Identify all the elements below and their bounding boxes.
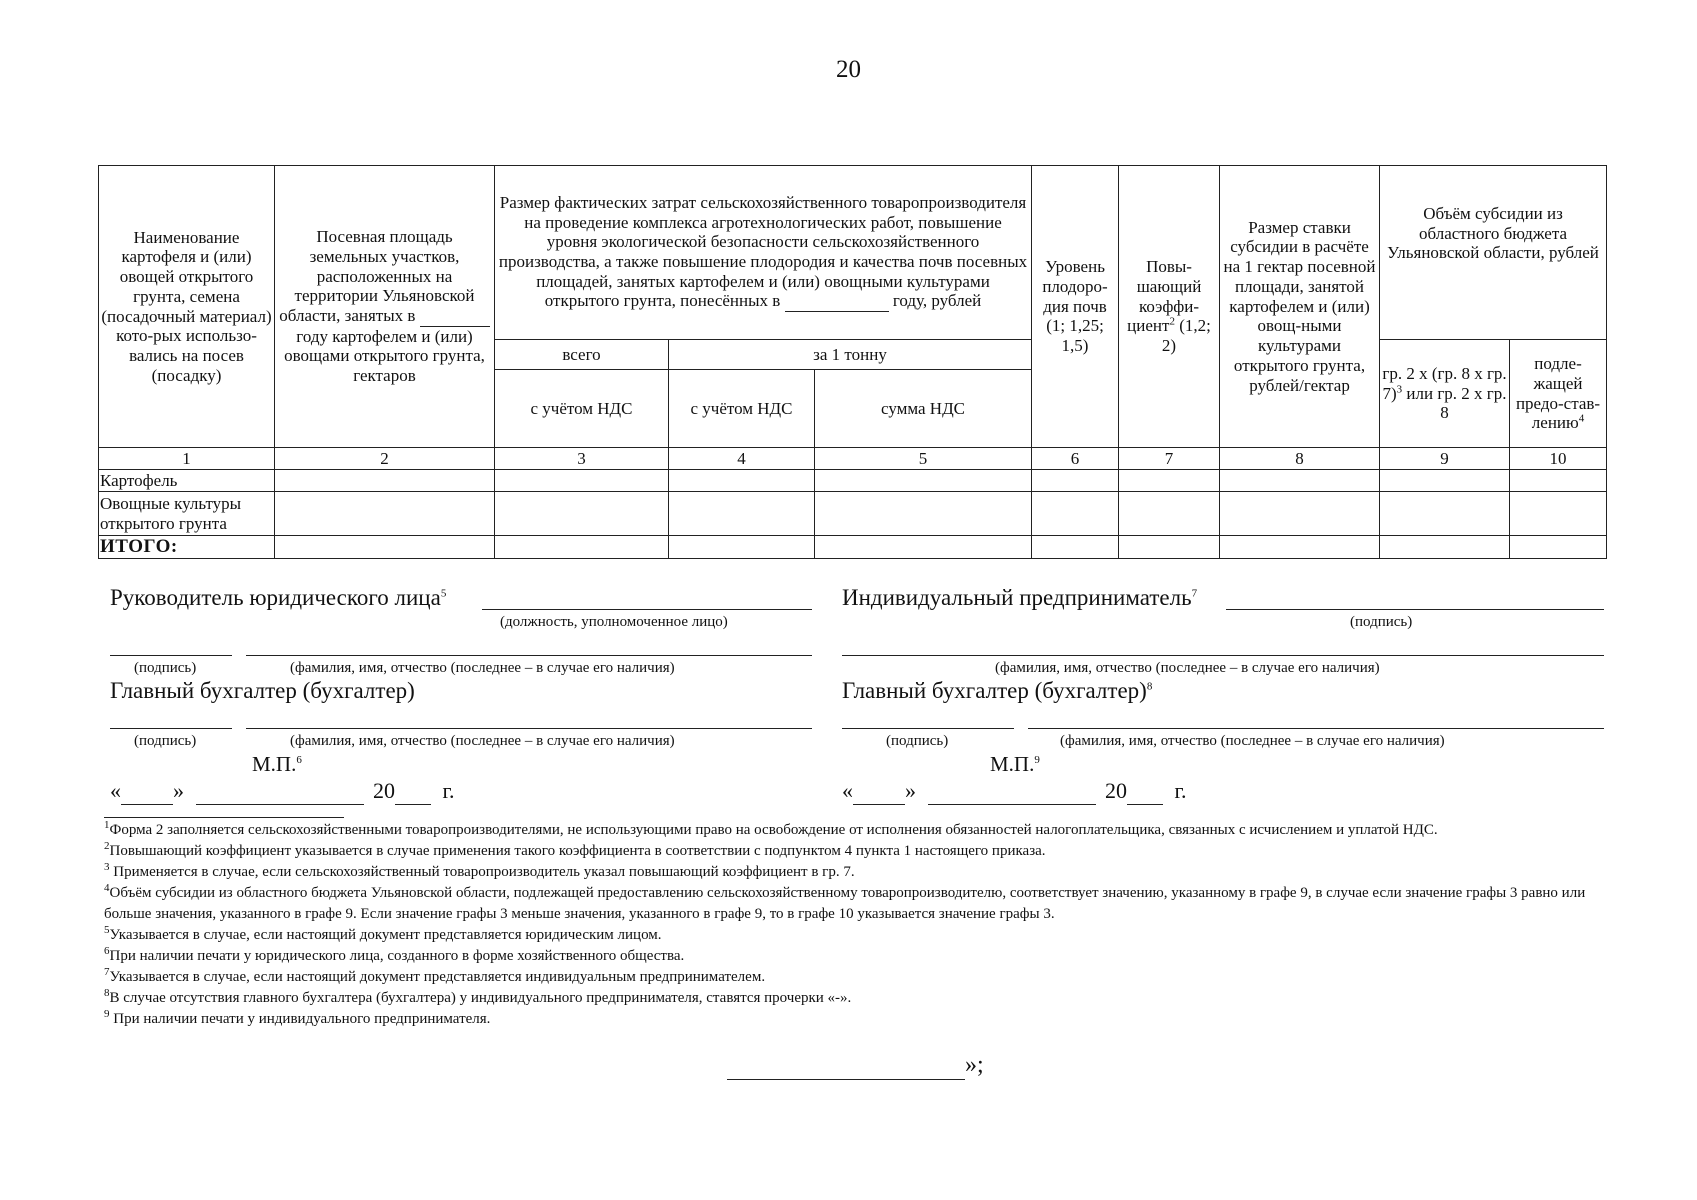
table-cell — [275, 536, 495, 559]
footnote — [104, 820, 1614, 841]
position-caption: (должность, уполномоченное лицо) — [500, 614, 728, 630]
year-blank-col-2 — [420, 306, 490, 327]
table-cell — [1510, 492, 1607, 536]
date-year-prefix: 20 — [1105, 778, 1127, 803]
footnote-number: 5 — [104, 924, 110, 936]
header-col-2-year: году — [296, 326, 328, 346]
entrepreneur-signature-caption: (подпись) — [1350, 614, 1413, 630]
column-number: 4 — [669, 448, 815, 470]
footnote-text: Указывается в случае, если настоящий документ представляется индивидуальным предпринимателем. — [109, 969, 766, 985]
header-costs-group — [495, 166, 1032, 340]
table-cell — [1220, 470, 1380, 492]
table-cell — [495, 470, 669, 492]
table-cell — [1220, 492, 1380, 536]
table-cell — [1380, 470, 1510, 492]
header-col-2 — [275, 166, 495, 448]
day-blank[interactable] — [121, 778, 173, 805]
header-col-9-text: гр. 2 х (гр. 8 х гр. 7) — [1382, 363, 1507, 403]
table-cell — [1220, 536, 1380, 559]
closing-mark — [727, 1052, 984, 1080]
footnote-number: 1 — [104, 819, 110, 831]
footnote — [104, 946, 1614, 967]
header-col-8: Размер ставки субсидии в расчёте на 1 гектар посевной площади, занятой картофелем и (или) овощ-ными культурами открытого грунта, рублей/гектар — [1220, 166, 1380, 448]
left-accountant-title: Главный бухгалтер (бухгалтер) — [110, 678, 415, 703]
page-number: 20 — [836, 56, 861, 83]
header-col-10 — [1510, 340, 1607, 448]
month-blank[interactable] — [928, 778, 1096, 805]
entrepreneur-name-line[interactable] — [842, 655, 1604, 656]
entrepreneur-name-caption: (фамилия, имя, отчество (последнее – в случае его наличия) — [995, 660, 1380, 676]
date-year-suffix: г. — [442, 778, 455, 803]
entrepreneur-title — [842, 585, 1197, 611]
right-accountant-name-line[interactable] — [1028, 728, 1604, 729]
footnote-text: Объём субсидии из областного бюджета Ульяновской области, подлежащей предоставлению сельскохозяйственному товаропроизводителю, соответствует значению, указанному в графе 9, в случае если значение графы 3 равно или больше значения, указанного в графе 9. Если значение графы 3 меньше значения, указанного в графе 9, то в графе 10 указывается значение графы 3. — [104, 885, 1586, 922]
footnote-ref-6: 6 — [296, 754, 302, 766]
footnote-number: 6 — [104, 945, 110, 957]
footnote-text: Применяется в случае, если сельскохозяйственный товаропроизводитель указал повышающий коэффициент в гр. 7. — [109, 864, 855, 880]
footnote-separator — [104, 817, 344, 818]
table-cell — [1119, 470, 1220, 492]
column-number: 6 — [1032, 448, 1119, 470]
footnote-number: 8 — [104, 987, 110, 999]
entrepreneur-title-text: Индивидуальный предприниматель — [842, 585, 1192, 610]
column-number: 5 — [815, 448, 1032, 470]
right-stamp-text: М.П. — [990, 752, 1035, 776]
table-cell — [1032, 492, 1119, 536]
footnote-text: Повышающий коэффициент указывается в случае применения такого коэффициента в соответствии с подпунктом 4 пункта 1 настоящего приказа. — [109, 843, 1046, 859]
column-number: 1 — [99, 448, 275, 470]
year-blank[interactable] — [1127, 778, 1163, 805]
footnote — [104, 883, 1614, 925]
table-cell — [1510, 470, 1607, 492]
table-cell — [815, 492, 1032, 536]
head-signature-caption: (подпись) — [134, 660, 197, 676]
table-cell — [275, 470, 495, 492]
footnote-text: При наличии печати у юридического лица, созданного в форме хозяйственного общества. — [109, 948, 685, 964]
footnote-ref-4: 4 — [1578, 412, 1585, 425]
row-label-total: ИТОГО: — [99, 536, 275, 559]
header-col-10-text: подле-жащей предо-став-лению — [1515, 354, 1601, 433]
footnote — [104, 967, 1614, 988]
date-quote-open: « — [842, 778, 853, 803]
table-cell — [1510, 536, 1607, 559]
right-date-line — [842, 778, 1187, 805]
table-cell — [495, 492, 669, 536]
left-accountant-signature-caption: (подпись) — [134, 733, 197, 749]
legal-entity-head-text: Руководитель юридического лица — [110, 585, 441, 610]
header-col-9 — [1380, 340, 1510, 448]
footnote — [104, 841, 1614, 862]
table-cell — [495, 536, 669, 559]
footnote-ref-2: 2 — [1169, 315, 1175, 328]
position-line[interactable] — [482, 609, 812, 610]
date-year-prefix: 20 — [373, 778, 395, 803]
footnote-number: 2 — [104, 840, 110, 852]
column-number: 2 — [275, 448, 495, 470]
closing-line — [727, 1052, 965, 1080]
left-stamp-mark — [252, 752, 302, 777]
table-cell — [1380, 492, 1510, 536]
left-stamp-text: М.П. — [252, 752, 297, 776]
day-blank[interactable] — [853, 778, 905, 805]
header-col-4: с учётом НДС — [669, 370, 815, 448]
table-cell — [669, 536, 815, 559]
head-signature-line[interactable] — [110, 655, 232, 656]
row-label-vegetables: Овощные культуры открытого грунта — [99, 492, 275, 536]
right-accountant-title — [842, 678, 1152, 704]
header-col-2-rest: картофелем и (или) овощами открытого грунта, гектаров — [284, 326, 485, 386]
head-name-caption: (фамилия, имя, отчество (последнее – в случае его наличия) — [290, 660, 675, 676]
footnote-text: Форма 2 заполняется сельскохозяйственными товаропроизводителями, не использующими право на освобождение от исполнения обязанностей налогоплательщика, связанных с исчислением и уплатой НДС. — [109, 822, 1438, 838]
header-costs-text: Размер фактических затрат сельскохозяйственного товаропроизводителя на проведение комплекса агротехнологических работ, повышение уровня экологической безопасности сельскохозяйственного производства, а также повышение плодородия и качества почв посевных площадей, занятых картофелем и (или) овощными культурами открытого грунта, понесённых в — [498, 192, 1028, 311]
header-costs-year: году, рублей — [892, 291, 982, 311]
header-col-7-values: (1,2; 2) — [1161, 316, 1211, 356]
year-blank[interactable] — [395, 778, 431, 805]
table-cell — [1119, 536, 1220, 559]
table-cell — [1380, 536, 1510, 559]
footnote — [104, 1009, 1614, 1030]
header-col-5: сумма НДС — [815, 370, 1032, 448]
legal-entity-head-title — [110, 585, 446, 611]
date-quote-open: « — [110, 778, 121, 803]
header-col-7-text: Повы-шающий коэффи-циент — [1127, 257, 1202, 336]
table-cell — [815, 470, 1032, 492]
column-number: 8 — [1220, 448, 1380, 470]
header-col-3: с учётом НДС — [495, 370, 669, 448]
head-name-line[interactable] — [246, 655, 812, 656]
footnote-ref-9: 9 — [1034, 754, 1040, 766]
header-col-1: Наименование картофеля и (или) овощей открытого грунта, семена (посадочный материал) кото-рых использо-вались на посев (посадку) — [99, 166, 275, 448]
date-quote-close: » — [173, 778, 184, 803]
left-date-line — [110, 778, 455, 805]
entrepreneur-signature-line[interactable] — [1226, 609, 1604, 610]
header-col-6: Уровень плодоро-дия почв (1; 1,25; 1,5) — [1032, 166, 1119, 448]
footnote-number: 3 — [104, 861, 110, 873]
table-row-total — [99, 536, 1607, 559]
header-col-9-rest: или гр. 2 х гр. 8 — [1406, 383, 1507, 423]
right-accountant-title-text: Главный бухгалтер (бухгалтер) — [842, 678, 1147, 703]
table-cell — [275, 492, 495, 536]
left-accountant-name-caption: (фамилия, имя, отчество (последнее – в случае его наличия) — [290, 733, 675, 749]
table-cell — [1032, 470, 1119, 492]
footnote — [104, 925, 1614, 946]
table-cell — [669, 492, 815, 536]
footnote-ref-7: 7 — [1191, 587, 1198, 600]
right-stamp-mark — [990, 752, 1040, 777]
right-accountant-signature-line[interactable] — [842, 728, 1014, 729]
footnote-ref-8: 8 — [1146, 680, 1153, 693]
table-row — [99, 492, 1607, 536]
footnote — [104, 988, 1614, 1009]
closing-quote: »; — [965, 1052, 984, 1078]
footnotes — [104, 820, 1614, 1030]
header-col-7 — [1119, 166, 1220, 448]
date-quote-close: » — [905, 778, 916, 803]
date-year-suffix: г. — [1174, 778, 1187, 803]
footnote-number: 4 — [104, 882, 110, 894]
month-blank[interactable] — [196, 778, 364, 805]
table-cell — [1032, 536, 1119, 559]
column-number: 7 — [1119, 448, 1220, 470]
year-blank-costs — [785, 291, 889, 312]
column-number-row — [99, 448, 1607, 470]
header-per-ton: за 1 тонну — [669, 340, 1032, 370]
left-accountant-name-line[interactable] — [246, 728, 812, 729]
right-accountant-signature-caption: (подпись) — [886, 733, 949, 749]
table-cell — [815, 536, 1032, 559]
left-accountant-signature-line[interactable] — [110, 728, 232, 729]
table-row — [99, 470, 1607, 492]
footnote-text: При наличии печати у индивидуального предпринимателя. — [109, 1011, 491, 1027]
column-number: 9 — [1380, 448, 1510, 470]
column-number: 10 — [1510, 448, 1607, 470]
footnote-ref-5: 5 — [440, 587, 447, 600]
header-col-2-text: Посевная площадь земельных участков, расположенных на территории Ульяновской области, занятых в — [279, 227, 475, 325]
table-cell — [1119, 492, 1220, 536]
header-subsidy-group: Объём субсидии из областного бюджета Ульяновской области, рублей — [1380, 166, 1607, 340]
right-accountant-name-caption: (фамилия, имя, отчество (последнее – в случае его наличия) — [1060, 733, 1445, 749]
footnote-number: 9 — [104, 1008, 110, 1020]
footnote — [104, 862, 1614, 883]
subsidy-table — [98, 165, 1607, 559]
footnote-text: В случае отсутствия главного бухгалтера (бухгалтера) у индивидуального предпринимателя, ставятся прочерки «-». — [109, 990, 852, 1006]
table-cell — [669, 470, 815, 492]
footnote-ref-3: 3 — [1396, 382, 1403, 395]
footnote-text: Указывается в случае, если настоящий документ представляется юридическим лицом. — [109, 927, 662, 943]
footnote-number: 7 — [104, 966, 110, 978]
row-label-potato: Картофель — [99, 470, 275, 492]
header-total: всего — [495, 340, 669, 370]
column-number: 3 — [495, 448, 669, 470]
